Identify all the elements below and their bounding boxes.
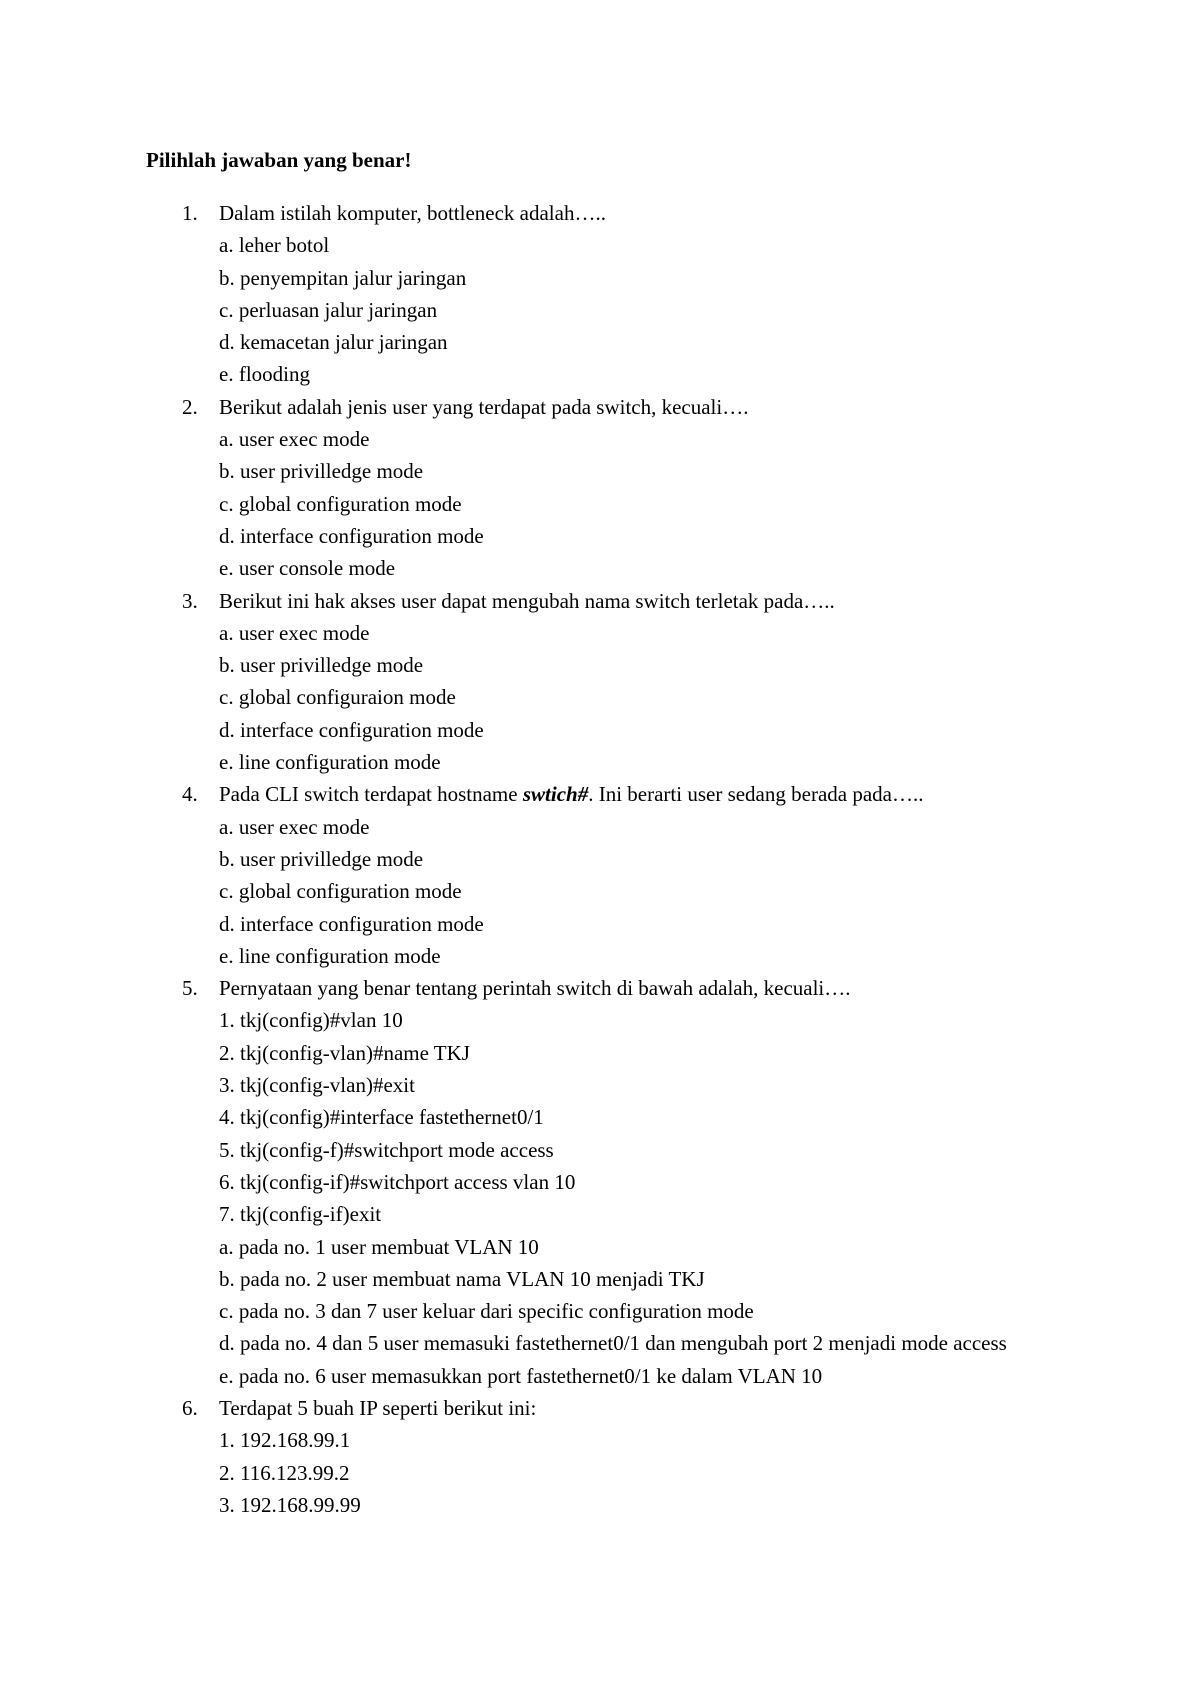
command-line: 2. tkj(config-vlan)#name TKJ xyxy=(219,1040,470,1065)
question-number: 3. xyxy=(182,588,198,613)
answer-option: e. pada no. 6 user memasukkan port fastethernet0/1 ke dalam VLAN 10 xyxy=(219,1363,823,1388)
answer-option: d. interface configuration mode xyxy=(219,911,484,936)
question-number: 2. xyxy=(182,394,198,419)
answer-option: c. perluasan jalur jaringan xyxy=(219,297,438,322)
page-heading: Pilihlah jawaban yang benar! xyxy=(146,148,412,172)
ip-address-item: 1. 192.168.99.1 xyxy=(219,1428,351,1453)
question-6 xyxy=(146,1392,1068,1521)
answer-option: a. user exec mode xyxy=(219,620,370,645)
question-text-start: Pada CLI switch terdapat hostname xyxy=(219,782,523,807)
question-list xyxy=(146,197,1068,1521)
answer-option: b. user privilledge mode xyxy=(219,846,424,871)
question-2 xyxy=(146,391,1068,585)
answer-option: c. global configuraion mode xyxy=(219,685,456,710)
command-line: 7. tkj(config-if)exit xyxy=(219,1202,382,1227)
answer-option: b. pada no. 2 user membuat nama VLAN 10 menjadi TKJ xyxy=(219,1266,705,1291)
command-line: 1. tkj(config)#vlan 10 xyxy=(219,1008,403,1033)
answer-option: d. kemacetan jalur jaringan xyxy=(219,330,448,355)
question-text: Dalam istilah komputer, bottleneck adalah….. xyxy=(219,201,606,225)
question-5 xyxy=(146,972,1068,1392)
answer-option: e. flooding xyxy=(219,362,310,387)
question-number: 5. xyxy=(182,976,198,1001)
question-number: 4. xyxy=(182,782,198,807)
answer-option: d. pada no. 4 dan 5 user memasuki fastethernet0/1 dan mengubah port 2 menjadi mode access xyxy=(219,1331,1007,1356)
command-line: 6. tkj(config-if)#switchport access vlan 10 xyxy=(219,1169,576,1194)
answer-option: b. user privilledge mode xyxy=(219,459,424,484)
command-line: 4. tkj(config)#interface fastethernet0/1 xyxy=(219,1105,544,1130)
question-text xyxy=(219,778,1068,810)
ip-address-item: 3. 192.168.99.99 xyxy=(219,1492,361,1517)
question-text: Berikut adalah jenis user yang terdapat pada switch, kecuali…. xyxy=(219,394,749,419)
question-text: Pernyataan yang benar tentang perintah switch di bawah adalah, kecuali…. xyxy=(219,976,851,1001)
answer-option: d. interface configuration mode xyxy=(219,523,484,548)
ip-address-item: 2. 116.123.99.2 xyxy=(219,1460,350,1485)
answer-option: a. user exec mode xyxy=(219,814,370,839)
question-3 xyxy=(146,585,1068,779)
command-line: 3. tkj(config-vlan)#exit xyxy=(219,1073,415,1098)
answer-option: c. global configuration mode xyxy=(219,491,462,516)
answer-option: d. interface configuration mode xyxy=(219,717,484,742)
answer-option: a. leher botol xyxy=(219,233,330,258)
answer-option: e. line configuration mode xyxy=(219,943,441,968)
question-number: 1. xyxy=(182,201,198,225)
question-text: Terdapat 5 buah IP seperti berikut ini: xyxy=(219,1395,537,1420)
question-4 xyxy=(146,778,1068,972)
answer-option: b. user privilledge mode xyxy=(219,653,424,678)
answer-option: e. user console mode xyxy=(219,556,396,581)
question-1 xyxy=(146,197,1068,391)
question-number: 6. xyxy=(182,1395,198,1420)
hostname-prompt: swtich# xyxy=(522,782,589,807)
answer-option: b. penyempitan jalur jaringan xyxy=(219,265,467,290)
answer-option: a. user exec mode xyxy=(219,427,370,452)
question-text: Berikut ini hak akses user dapat mengubah nama switch terletak pada….. xyxy=(219,588,835,613)
answer-option: e. line configuration mode xyxy=(219,750,441,775)
answer-option: c. global configuration mode xyxy=(219,879,462,904)
answer-option: a. pada no. 1 user membuat VLAN 10 xyxy=(219,1234,539,1259)
answer-option: c. pada no. 3 dan 7 user keluar dari specific configuration mode xyxy=(219,1299,754,1324)
command-line: 5. tkj(config-f)#switchport mode access xyxy=(219,1137,554,1162)
question-text-end: . Ini berarti user sedang berada pada….. xyxy=(588,782,924,807)
